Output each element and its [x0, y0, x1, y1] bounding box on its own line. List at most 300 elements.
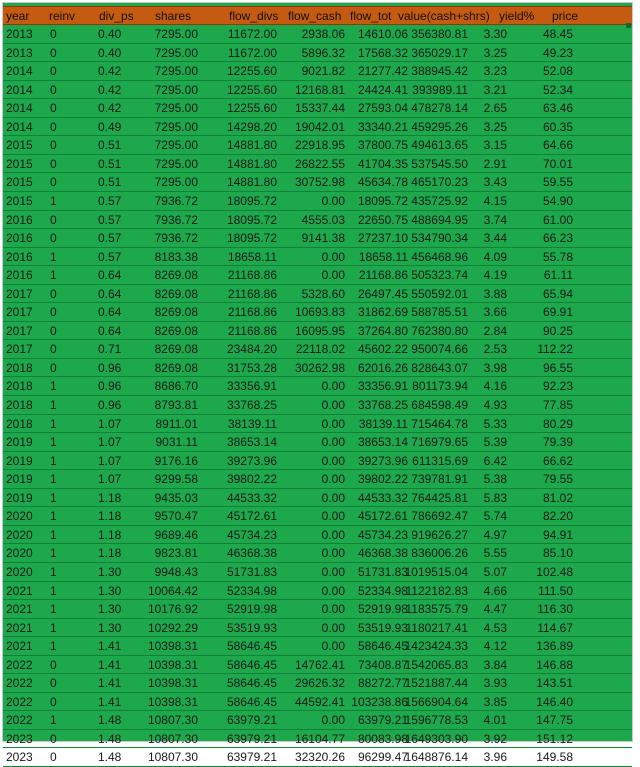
cell-price[interactable]: 146.40: [536, 694, 573, 709]
cell-value-cash-shrs[interactable]: 588785.51: [411, 305, 468, 320]
cell-reinv[interactable]: 1: [50, 602, 57, 617]
cell-value-cash-shrs[interactable]: 950074.66: [411, 342, 468, 357]
cell-year[interactable]: 2019: [6, 472, 33, 487]
cell-value-cash-shrs[interactable]: 836006.26: [411, 546, 468, 561]
cell-price[interactable]: 116.30: [537, 602, 573, 617]
cell-yield[interactable]: 3.96: [483, 750, 507, 765]
cell-flow-divs[interactable]: 38139.11: [227, 416, 277, 431]
cell-reinv[interactable]: 1: [50, 527, 57, 542]
cell-flow-cash[interactable]: 0.00: [321, 435, 345, 450]
table-row[interactable]: [3, 62, 632, 81]
table-row[interactable]: [3, 563, 632, 582]
cell-price[interactable]: 147.75: [536, 713, 573, 728]
cell-reinv[interactable]: 1: [50, 193, 57, 208]
table-row[interactable]: [3, 136, 632, 155]
cell-div-ps[interactable]: 0.49: [98, 119, 122, 134]
cell-shares[interactable]: 10807.30: [147, 713, 198, 728]
cell-shares[interactable]: 8911.01: [155, 416, 198, 431]
cell-year[interactable]: 2014: [6, 101, 33, 116]
cell-value-cash-shrs[interactable]: 550592.01: [411, 286, 468, 301]
cell-div-ps[interactable]: 0.42: [98, 101, 122, 116]
cell-flow-cash[interactable]: 0.00: [321, 564, 345, 579]
cell-value-cash-shrs[interactable]: 1596778.53: [404, 713, 468, 728]
cell-flow-tot[interactable]: 45172.61: [357, 509, 408, 524]
table-row[interactable]: [3, 711, 632, 730]
cell-shares[interactable]: 7295.00: [154, 175, 198, 190]
cell-flow-divs[interactable]: 63979.21: [226, 731, 277, 746]
cell-flow-divs[interactable]: 11672.00: [227, 27, 277, 41]
cell-flow-cash[interactable]: 0.00: [321, 546, 345, 561]
table-row[interactable]: [3, 452, 632, 471]
cell-value-cash-shrs[interactable]: 393989.11: [412, 82, 468, 97]
cell-flow-divs[interactable]: 39802.22: [226, 472, 277, 487]
cell-price[interactable]: 52.34: [542, 82, 573, 97]
cell-yield[interactable]: 2.65: [483, 101, 507, 116]
cell-shares[interactable]: 7936.72: [154, 212, 198, 227]
cell-flow-tot[interactable]: 27593.04: [357, 101, 408, 116]
cell-div-ps[interactable]: 0.57: [98, 193, 122, 208]
cell-flow-cash[interactable]: 0.00: [321, 639, 345, 654]
cell-flow-cash[interactable]: 32320.26: [294, 750, 345, 765]
fill-handle[interactable]: [626, 23, 631, 28]
cell-shares[interactable]: 10176.92: [147, 602, 198, 617]
cell-flow-cash[interactable]: 0.00: [321, 602, 345, 617]
cell-flow-cash[interactable]: 0.00: [321, 379, 345, 394]
cell-price[interactable]: 61.11: [543, 268, 573, 283]
cell-flow-tot[interactable]: 37264.80: [357, 323, 408, 338]
cell-value-cash-shrs[interactable]: 1521887.44: [404, 676, 468, 691]
cell-year[interactable]: 2014: [6, 119, 33, 134]
cell-flow-divs[interactable]: 12255.60: [226, 101, 277, 116]
cell-flow-cash[interactable]: 4555.03: [301, 212, 345, 227]
cell-shares[interactable]: 9689.46: [154, 527, 198, 542]
cell-div-ps[interactable]: 1.48: [98, 750, 122, 765]
cell-value-cash-shrs[interactable]: 537545.50: [411, 156, 468, 171]
cell-price[interactable]: 55.78: [542, 249, 573, 264]
table-row[interactable]: [3, 173, 632, 192]
cell-value-cash-shrs[interactable]: 611315.69: [412, 453, 468, 468]
cell-year[interactable]: 2022: [6, 713, 33, 728]
cell-yield[interactable]: 3.93: [483, 676, 507, 691]
cell-price[interactable]: 114.67: [537, 620, 573, 635]
cell-flow-cash[interactable]: 0.00: [321, 583, 345, 598]
cell-reinv[interactable]: 1: [50, 639, 57, 654]
cell-yield[interactable]: 3.44: [483, 231, 507, 246]
cell-flow-tot[interactable]: 51731.83: [357, 564, 408, 579]
cell-yield[interactable]: 4.47: [483, 602, 507, 617]
cell-price[interactable]: 149.58: [536, 750, 573, 765]
cell-div-ps[interactable]: 1.30: [98, 602, 122, 617]
cell-shares[interactable]: 8686.70: [154, 379, 198, 394]
cell-flow-divs[interactable]: 21168.86: [227, 323, 277, 338]
cell-yield[interactable]: 4.93: [483, 398, 507, 412]
cell-value-cash-shrs[interactable]: 716979.65: [411, 435, 468, 450]
cell-shares[interactable]: 9823.81: [154, 546, 198, 561]
cell-price[interactable]: 64.66: [542, 138, 573, 153]
cell-yield[interactable]: 3.23: [483, 64, 507, 79]
cell-div-ps[interactable]: 0.64: [98, 305, 122, 320]
cell-price[interactable]: 69.91: [542, 305, 573, 320]
cell-shares[interactable]: 8793.81: [154, 398, 198, 412]
cell-value-cash-shrs[interactable]: 505323.74: [411, 268, 468, 283]
cell-flow-tot[interactable]: 52334.98: [357, 583, 408, 598]
cell-flow-tot[interactable]: 80083.98: [357, 731, 408, 746]
cell-year[interactable]: 2020: [6, 509, 33, 524]
table-row[interactable]: [3, 674, 632, 693]
cell-flow-tot[interactable]: 63979.21: [357, 713, 408, 728]
cell-reinv[interactable]: 0: [50, 231, 57, 246]
cell-div-ps[interactable]: 1.48: [98, 713, 122, 728]
cell-flow-cash[interactable]: 0.00: [321, 713, 345, 728]
cell-year[interactable]: 2013: [6, 27, 33, 41]
cell-reinv[interactable]: 1: [50, 713, 57, 728]
cell-flow-cash[interactable]: 10693.83: [294, 305, 345, 320]
cell-flow-cash[interactable]: 0.00: [321, 490, 345, 505]
cell-value-cash-shrs[interactable]: 1183575.79: [405, 602, 468, 617]
cell-price[interactable]: 70.01: [542, 156, 573, 171]
cell-shares[interactable]: 9176.16: [154, 453, 198, 468]
table-row[interactable]: [3, 192, 632, 211]
table-row[interactable]: [3, 433, 632, 452]
cell-div-ps[interactable]: 0.40: [98, 27, 122, 41]
cell-year[interactable]: 2018: [6, 416, 33, 431]
table-row[interactable]: [3, 303, 632, 322]
table-row[interactable]: [3, 489, 632, 508]
table-row[interactable]: [3, 118, 632, 137]
cell-price[interactable]: 85.10: [542, 546, 573, 561]
cell-year[interactable]: 2021: [6, 620, 33, 635]
cell-value-cash-shrs[interactable]: 478278.14: [411, 101, 468, 116]
cell-flow-tot[interactable]: 18095.72: [357, 193, 408, 208]
table-row[interactable]: [3, 600, 632, 619]
cell-year[interactable]: 2017: [6, 305, 33, 320]
table-row[interactable]: [3, 730, 632, 749]
cell-value-cash-shrs[interactable]: 764425.81: [411, 490, 468, 505]
cell-year[interactable]: 2022: [6, 694, 33, 709]
cell-flow-tot[interactable]: 52919.98: [357, 602, 408, 617]
cell-flow-divs[interactable]: 11672.00: [227, 45, 277, 60]
cell-div-ps[interactable]: 1.18: [98, 527, 122, 542]
cell-flow-tot[interactable]: 33340.21: [357, 119, 408, 134]
cell-yield[interactable]: 2.84: [483, 323, 507, 338]
cell-flow-divs[interactable]: 63979.21: [226, 713, 277, 728]
cell-year[interactable]: 2016: [6, 231, 33, 246]
cell-flow-divs[interactable]: 14881.80: [226, 156, 277, 171]
table-row[interactable]: [3, 285, 632, 304]
cell-flow-divs[interactable]: 21168.86: [227, 286, 277, 301]
cell-price[interactable]: 82.20: [542, 509, 573, 524]
cell-reinv[interactable]: 1: [50, 546, 57, 561]
table-row[interactable]: [3, 619, 632, 638]
cell-year[interactable]: 2019: [6, 435, 33, 450]
cell-div-ps[interactable]: 1.07: [98, 472, 122, 487]
cell-yield[interactable]: 3.88: [483, 286, 507, 301]
cell-flow-tot[interactable]: 62016.26: [357, 360, 408, 375]
cell-flow-cash[interactable]: 30752.98: [294, 175, 345, 190]
cell-flow-divs[interactable]: 18095.72: [226, 193, 277, 208]
cell-flow-divs[interactable]: 53519.93: [226, 620, 277, 635]
table-row[interactable]: [3, 377, 632, 396]
cell-shares[interactable]: 7936.72: [154, 193, 198, 208]
cell-div-ps[interactable]: 1.41: [98, 676, 122, 691]
cell-price[interactable]: 66.23: [542, 231, 573, 246]
cell-yield[interactable]: 4.53: [483, 620, 507, 635]
cell-flow-tot[interactable]: 38139.11: [358, 416, 408, 431]
cell-shares[interactable]: 7295.00: [154, 82, 198, 97]
cell-price[interactable]: 79.39: [542, 435, 573, 450]
header-shares[interactable]: shares: [155, 9, 192, 23]
cell-shares[interactable]: 7295.00: [154, 45, 198, 60]
cell-reinv[interactable]: 0: [50, 323, 57, 338]
cell-div-ps[interactable]: 0.96: [98, 360, 122, 375]
cell-flow-tot[interactable]: 53519.93: [357, 620, 408, 635]
cell-flow-divs[interactable]: 52334.98: [226, 583, 277, 598]
cell-yield[interactable]: 3.84: [483, 657, 507, 672]
cell-flow-cash[interactable]: 29626.32: [294, 676, 345, 691]
cell-flow-tot[interactable]: 96299.47: [357, 750, 408, 765]
cell-yield[interactable]: 5.74: [483, 509, 507, 524]
cell-div-ps[interactable]: 1.30: [98, 620, 122, 635]
cell-div-ps[interactable]: 0.64: [98, 268, 122, 283]
cell-price[interactable]: 61.00: [542, 212, 573, 227]
cell-flow-cash[interactable]: 15337.44: [294, 101, 345, 116]
cell-value-cash-shrs[interactable]: 494613.65: [411, 138, 468, 153]
cell-price[interactable]: 92.23: [542, 379, 573, 394]
cell-shares[interactable]: 9031.11: [155, 435, 198, 450]
cell-flow-tot[interactable]: 41704.35: [357, 156, 408, 171]
cell-flow-tot[interactable]: 33356.91: [357, 379, 408, 394]
cell-flow-tot[interactable]: 21277.42: [357, 64, 408, 79]
cell-reinv[interactable]: 0: [50, 360, 57, 375]
cell-div-ps[interactable]: 1.41: [98, 639, 122, 654]
cell-flow-divs[interactable]: 33356.91: [226, 379, 277, 394]
cell-flow-tot[interactable]: 58646.45: [357, 639, 408, 654]
cell-flow-cash[interactable]: 14762.41: [294, 657, 345, 672]
cell-shares[interactable]: 8269.08: [154, 286, 198, 301]
cell-price[interactable]: 146.88: [536, 657, 573, 672]
cell-value-cash-shrs[interactable]: 388945.42: [411, 64, 468, 79]
cell-div-ps[interactable]: 0.96: [98, 379, 122, 394]
header-flow-divs[interactable]: flow_divs: [229, 9, 279, 23]
cell-div-ps[interactable]: 0.40: [98, 45, 122, 60]
cell-flow-divs[interactable]: 58646.45: [226, 639, 277, 654]
cell-flow-divs[interactable]: 14298.20: [226, 119, 277, 134]
cell-flow-divs[interactable]: 51731.83: [226, 564, 277, 579]
cell-price[interactable]: 96.55: [542, 360, 573, 375]
cell-price[interactable]: 90.25: [542, 323, 573, 338]
table-row[interactable]: [3, 656, 632, 675]
cell-flow-divs[interactable]: 46368.38: [226, 546, 277, 561]
header-reinv[interactable]: reinv: [49, 9, 76, 23]
cell-year[interactable]: 2018: [6, 360, 33, 375]
table-row[interactable]: [3, 507, 632, 526]
cell-flow-divs[interactable]: 18095.72: [226, 212, 277, 227]
header-price[interactable]: price: [552, 9, 579, 23]
cell-value-cash-shrs[interactable]: 919626.27: [411, 527, 468, 542]
table-row[interactable]: [3, 44, 632, 63]
cell-year[interactable]: 2020: [6, 527, 33, 542]
cell-reinv[interactable]: 0: [50, 64, 57, 79]
table-row[interactable]: [3, 470, 632, 489]
table-row[interactable]: [3, 248, 632, 267]
cell-flow-tot[interactable]: 88272.77: [357, 676, 408, 691]
cell-div-ps[interactable]: 0.57: [98, 212, 122, 227]
cell-year[interactable]: 2019: [6, 453, 33, 468]
cell-div-ps[interactable]: 0.96: [98, 398, 122, 412]
cell-value-cash-shrs[interactable]: 1648876.14: [404, 750, 468, 765]
cell-value-cash-shrs[interactable]: 1019515.04: [404, 564, 468, 579]
cell-shares[interactable]: 8269.08: [154, 323, 198, 338]
cell-shares[interactable]: 10064.42: [147, 583, 198, 598]
cell-shares[interactable]: 10398.31: [147, 694, 198, 709]
cell-div-ps[interactable]: 1.48: [98, 731, 122, 746]
cell-flow-divs[interactable]: 31753.28: [226, 360, 277, 375]
cell-year[interactable]: 2016: [6, 268, 33, 283]
cell-yield[interactable]: 4.97: [483, 527, 507, 542]
cell-yield[interactable]: 3.98: [483, 360, 507, 375]
cell-flow-cash[interactable]: 12168.81: [294, 82, 345, 97]
cell-yield[interactable]: 4.19: [483, 268, 507, 283]
cell-shares[interactable]: 7936.72: [154, 231, 198, 246]
cell-shares[interactable]: 7295.00: [154, 64, 198, 79]
cell-yield[interactable]: 2.91: [483, 156, 507, 171]
cell-yield[interactable]: 5.39: [483, 435, 507, 450]
table-row[interactable]: [3, 693, 632, 712]
cell-flow-tot[interactable]: 31862.69: [357, 305, 408, 320]
cell-flow-divs[interactable]: 18095.72: [226, 231, 277, 246]
cell-flow-divs[interactable]: 58646.45: [226, 657, 277, 672]
cell-year[interactable]: 2016: [6, 249, 33, 264]
cell-div-ps[interactable]: 1.18: [98, 509, 122, 524]
header-yield[interactable]: yield%: [499, 9, 535, 23]
table-row[interactable]: [3, 155, 632, 174]
cell-reinv[interactable]: 0: [50, 27, 57, 41]
cell-price[interactable]: 66.62: [542, 453, 573, 468]
cell-flow-divs[interactable]: 23484.20: [226, 342, 277, 357]
header-div-ps[interactable]: div_ps: [99, 9, 134, 23]
cell-year[interactable]: 2017: [6, 323, 33, 338]
cell-price[interactable]: 102.48: [536, 564, 573, 579]
cell-yield[interactable]: 4.66: [483, 583, 507, 598]
cell-div-ps[interactable]: 1.18: [98, 546, 122, 561]
cell-flow-cash[interactable]: 0.00: [321, 472, 345, 487]
cell-value-cash-shrs[interactable]: 684598.49: [411, 398, 468, 412]
cell-div-ps[interactable]: 1.07: [98, 453, 122, 468]
cell-flow-tot[interactable]: 39273.96: [357, 453, 408, 468]
cell-flow-divs[interactable]: 12255.60: [226, 64, 277, 79]
cell-price[interactable]: 81.02: [542, 490, 573, 505]
cell-price[interactable]: 49.23: [542, 45, 573, 60]
cell-flow-tot[interactable]: 33768.25: [357, 398, 408, 412]
cell-flow-divs[interactable]: 14881.80: [226, 138, 277, 153]
cell-yield[interactable]: 3.21: [483, 82, 507, 97]
cell-div-ps[interactable]: 1.30: [98, 583, 122, 598]
cell-div-ps[interactable]: 1.07: [98, 435, 122, 450]
header-flow-cash[interactable]: flow_cash: [288, 9, 342, 23]
cell-flow-cash[interactable]: 0.00: [321, 509, 345, 524]
cell-shares[interactable]: 10807.30: [147, 731, 198, 746]
cell-flow-cash[interactable]: 0.00: [321, 268, 345, 283]
cell-price[interactable]: 48.45: [542, 27, 573, 41]
cell-div-ps[interactable]: 1.30: [98, 564, 122, 579]
cell-flow-cash[interactable]: 0.00: [321, 527, 345, 542]
cell-value-cash-shrs[interactable]: 456468.96: [411, 249, 468, 264]
cell-reinv[interactable]: 0: [50, 694, 57, 709]
cell-value-cash-shrs[interactable]: 786692.47: [411, 509, 468, 524]
cell-price[interactable]: 151.12: [536, 731, 573, 746]
cell-flow-divs[interactable]: 21168.86: [227, 268, 277, 283]
cell-div-ps[interactable]: 0.71: [98, 342, 122, 357]
cell-year[interactable]: 2014: [6, 64, 33, 79]
cell-flow-tot[interactable]: 45634.78: [357, 175, 408, 190]
cell-div-ps[interactable]: 0.57: [98, 249, 122, 264]
cell-reinv[interactable]: 0: [50, 305, 57, 320]
cell-yield[interactable]: 4.16: [483, 379, 507, 394]
cell-shares[interactable]: 8183.38: [154, 249, 198, 264]
cell-reinv[interactable]: 0: [50, 45, 57, 60]
cell-div-ps[interactable]: 1.07: [98, 416, 122, 431]
cell-yield[interactable]: 5.07: [483, 564, 507, 579]
cell-reinv[interactable]: 1: [50, 490, 57, 505]
header-year[interactable]: year: [6, 9, 30, 23]
table-row[interactable]: [3, 359, 632, 378]
cell-flow-tot[interactable]: 37800.75: [357, 138, 408, 153]
cell-div-ps[interactable]: 0.51: [98, 156, 122, 171]
cell-flow-tot[interactable]: 14610.06: [357, 27, 408, 41]
cell-price[interactable]: 111.50: [538, 583, 573, 598]
cell-flow-divs[interactable]: 58646.45: [226, 676, 277, 691]
cell-value-cash-shrs[interactable]: 801173.94: [412, 379, 468, 394]
cell-year[interactable]: 2018: [6, 379, 33, 394]
cell-shares[interactable]: 8269.08: [154, 360, 198, 375]
header-row[interactable]: [3, 6, 632, 25]
cell-div-ps[interactable]: 0.64: [98, 323, 122, 338]
cell-shares[interactable]: 10398.31: [147, 657, 198, 672]
cell-shares[interactable]: 8269.08: [154, 342, 198, 357]
cell-value-cash-shrs[interactable]: 828643.07: [411, 360, 468, 375]
cell-flow-divs[interactable]: 18658.11: [227, 249, 277, 264]
cell-year[interactable]: 2017: [6, 342, 33, 357]
cell-year[interactable]: 2015: [6, 138, 33, 153]
cell-shares[interactable]: 7295.00: [154, 138, 198, 153]
cell-year[interactable]: 2022: [6, 676, 33, 691]
cell-yield[interactable]: 6.42: [483, 453, 507, 468]
cell-flow-cash[interactable]: 44592.41: [294, 694, 345, 709]
cell-yield[interactable]: 2.53: [483, 342, 507, 357]
cell-flow-cash[interactable]: 0.00: [321, 453, 345, 468]
cell-reinv[interactable]: 0: [50, 657, 57, 672]
cell-div-ps[interactable]: 0.64: [98, 286, 122, 301]
cell-shares[interactable]: 10292.29: [147, 620, 198, 635]
cell-flow-divs[interactable]: 52919.98: [226, 602, 277, 617]
cell-reinv[interactable]: 0: [50, 82, 57, 97]
cell-year[interactable]: 2019: [6, 490, 33, 505]
cell-value-cash-shrs[interactable]: 459295.26: [411, 119, 468, 134]
cell-flow-tot[interactable]: 46368.38: [357, 546, 408, 561]
cell-price[interactable]: 79.55: [542, 472, 573, 487]
cell-value-cash-shrs[interactable]: 1566904.64: [404, 694, 468, 709]
cell-flow-divs[interactable]: 38653.14: [226, 435, 277, 450]
cell-yield[interactable]: 3.15: [483, 138, 507, 153]
cell-flow-tot[interactable]: 103238.86: [351, 694, 408, 709]
cell-flow-cash[interactable]: 26822.55: [294, 156, 345, 171]
cell-div-ps[interactable]: 1.18: [98, 490, 122, 505]
cell-flow-cash[interactable]: 16104.77: [294, 731, 345, 746]
cell-flow-divs[interactable]: 45734.23: [226, 527, 277, 542]
cell-price[interactable]: 136.89: [536, 639, 573, 654]
cell-yield[interactable]: 3.25: [483, 45, 507, 60]
cell-reinv[interactable]: 0: [50, 175, 57, 190]
